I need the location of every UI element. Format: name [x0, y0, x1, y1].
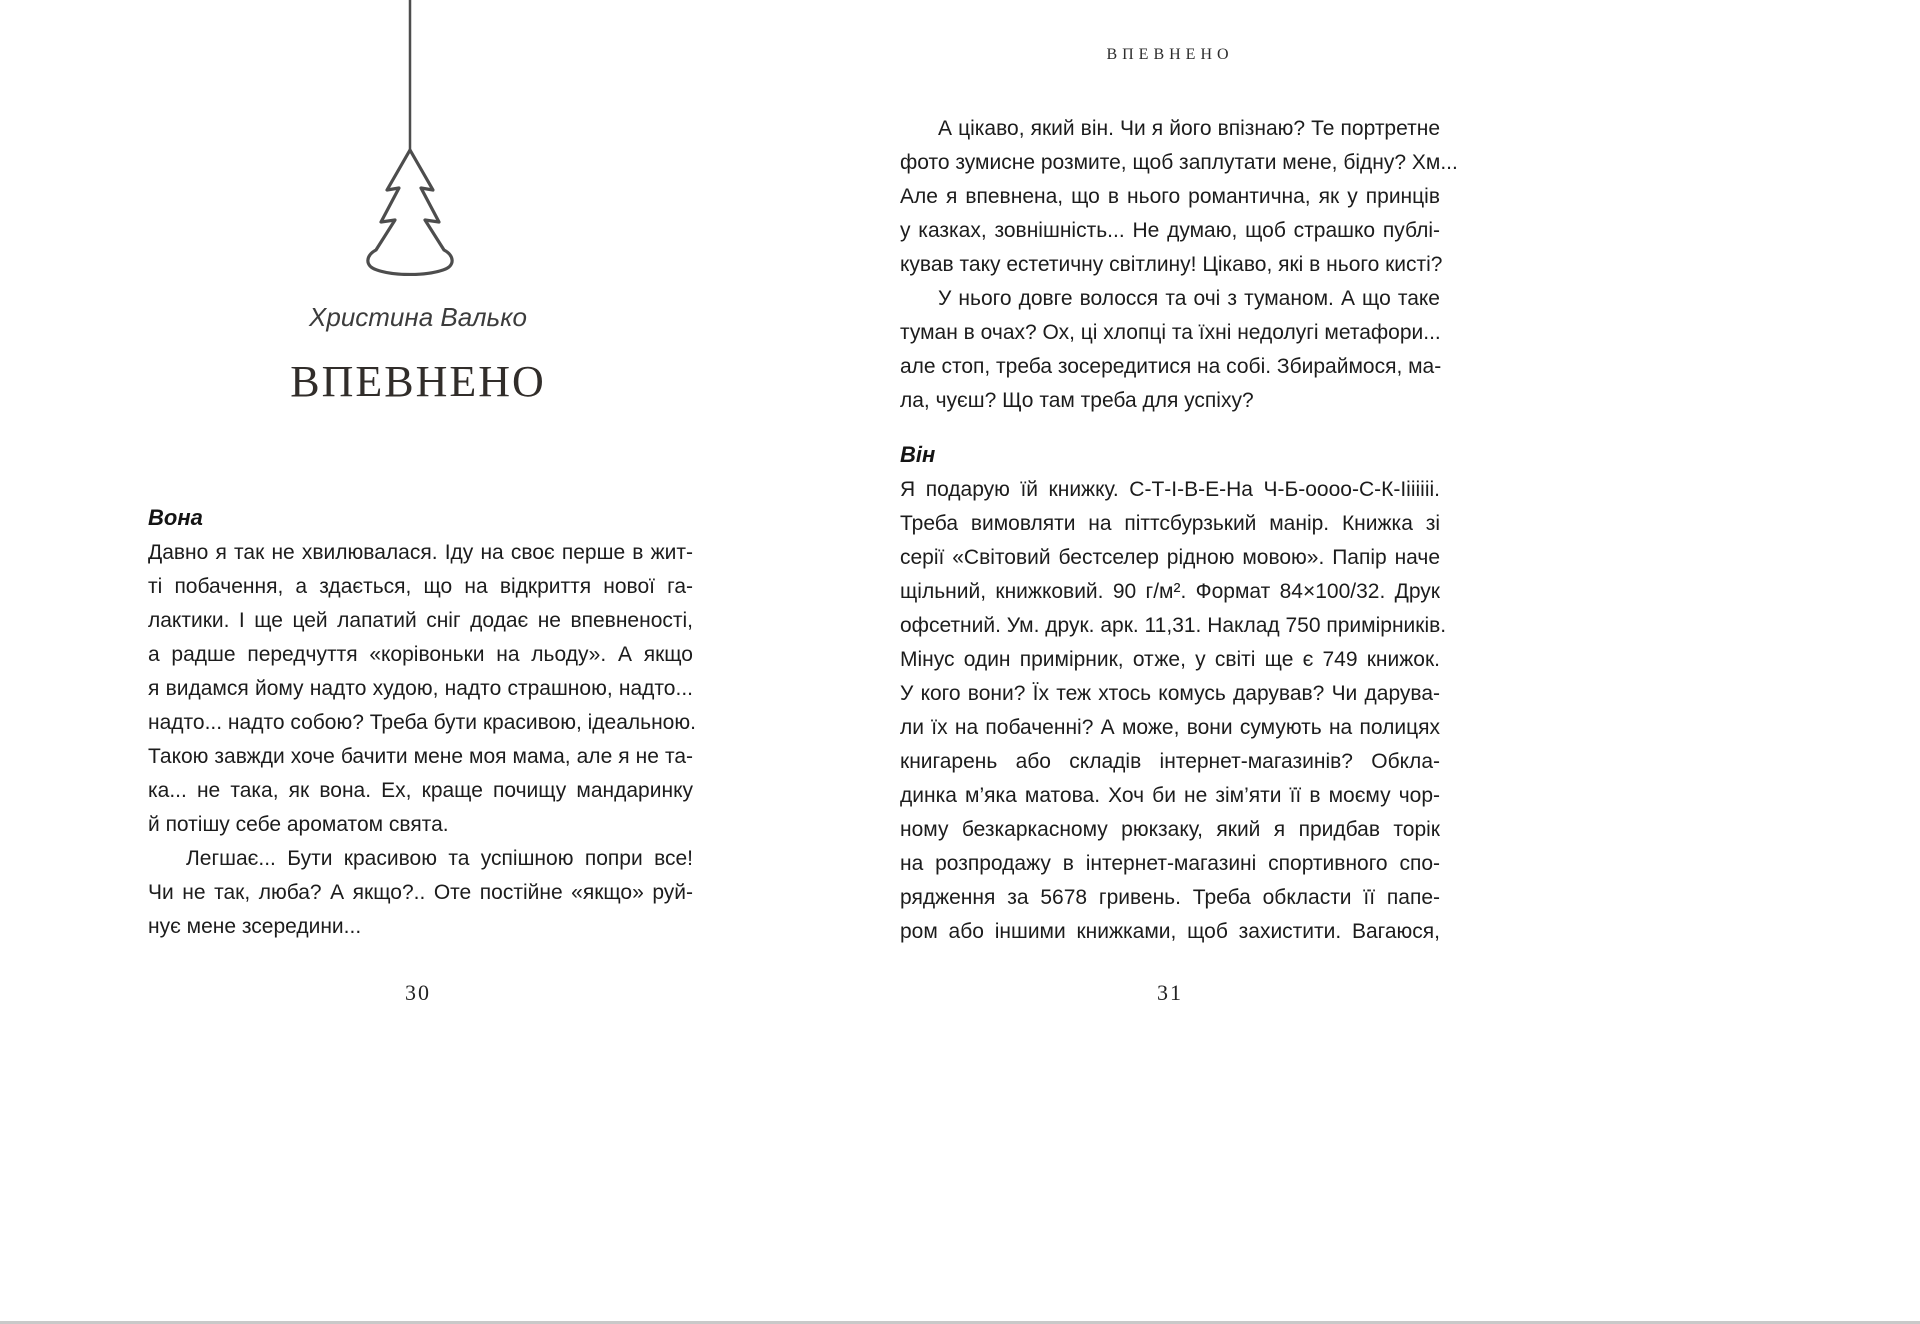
text-line: динка м’яка матова. Хоч би не зім’яти її в моєму чор-	[900, 784, 1440, 807]
text-line: А цікаво, який він. Чи я його впізнаю? Те портретне	[938, 117, 1440, 140]
author-name: Христина Валько	[309, 302, 527, 332]
text-line: фото зумисне розмите, щоб заплутати мене, бідну? Хм...	[900, 151, 1458, 174]
text-line: Треба вимовляти на піттсбурзький манір. Книжка зі	[900, 512, 1440, 535]
text-line: Я подарую їй книжку. С-Т-І-В-Е-На Ч-Б-оооо-С-К-Ііііііі.	[900, 478, 1440, 501]
text-line: Але я впевнена, що в нього романтична, як у принців	[900, 185, 1440, 208]
text-line: надто... надто собою? Треба бути красивою, ідеальною.	[148, 711, 696, 734]
text-line: Чи не так, люба? А якщо?.. Оте постійне «якщо» руй-	[148, 881, 693, 904]
text-line: ка... не така, як вона. Ех, краще почищу мандаринку	[148, 779, 693, 802]
text-line: але стоп, треба зосередитися на собі. Збираймося, ма-	[900, 355, 1442, 378]
section-heading-vin: Він	[900, 442, 936, 467]
text-line: у казках, зовнішність... Не думаю, щоб страшко публі-	[900, 219, 1440, 242]
hanging-christmas-tree-icon	[350, 0, 470, 276]
text-line: туман в очах? Ох, ці хлопці та їхні недолугі метафори...	[900, 321, 1441, 344]
left-body-text	[148, 536, 696, 944]
right-body-text-bottom	[900, 473, 1447, 949]
text-line: ли їх на побаченні? А може, вони сумують на полицях	[900, 716, 1440, 739]
text-line: Мінус один примірник, отже, у світі ще є 749 книжок.	[900, 648, 1440, 671]
text-line: рядження за 5678 гривень. Треба обкласти її папе-	[900, 886, 1440, 909]
text-line: ному безкаркасному рюкзаку, який я придбав торік	[900, 818, 1440, 841]
text-line: а радше передчуття «корівоньки на льоду». А якщо	[148, 643, 693, 666]
section-heading-vona: Вона	[148, 505, 203, 530]
text-line: нує мене зсередини...	[148, 915, 362, 938]
text-line: ті побачення, а здається, що на відкриття нової га-	[148, 575, 693, 598]
text-line: ла, чуєш? Що там треба для успіху?	[900, 389, 1254, 412]
text-line: У нього довге волосся та очі з туманом. А що таке	[938, 287, 1440, 310]
text-line: на розпродажу в інтернет-магазині спортивного спо-	[900, 852, 1440, 875]
text-line: лактики. І ще цей лапатий сніг додає не впевненості,	[148, 609, 693, 632]
page-number-right: 31	[1157, 980, 1183, 1005]
text-line: офсетний. Ум. друк. арк. 11,31. Наклад 750 примірників.	[900, 614, 1447, 637]
running-header: ВПЕВНЕНО	[1106, 46, 1234, 63]
text-line: Такою завжди хоче бачити мене моя мама, але я не та-	[148, 745, 693, 768]
text-line: ром або іншими книжками, щоб захистити. Вагаюся,	[900, 920, 1440, 943]
page-number-left: 30	[405, 980, 431, 1005]
right-body-text-top	[900, 112, 1458, 418]
text-line: Давно я так не хвилювалася. Іду на своє перше в жит-	[148, 541, 693, 564]
text-line: й потішу себе ароматом свята.	[148, 813, 449, 836]
text-line: кував таку естетичну світлину! Цікаво, які в нього кисті?	[900, 253, 1443, 276]
text-line: щільний, книжковий. 90 г/м². Формат 84×100/32. Друк	[900, 580, 1440, 603]
text-line: я видамся йому надто худою, надто страшною, надто...	[148, 677, 693, 700]
text-line: книгарень або складів інтернет-магазинів? Обкла-	[900, 750, 1440, 773]
page-title: ВПЕВНЕНО	[290, 357, 546, 406]
text-line: Легшає... Бути красивою та успішною попри все!	[186, 847, 693, 870]
text-line: серії «Світовий бестселер рідною мовою». Папір наче	[900, 546, 1440, 569]
text-line: У кого вони? Їх теж хтось комусь дарував? Чи дарува-	[900, 682, 1440, 705]
